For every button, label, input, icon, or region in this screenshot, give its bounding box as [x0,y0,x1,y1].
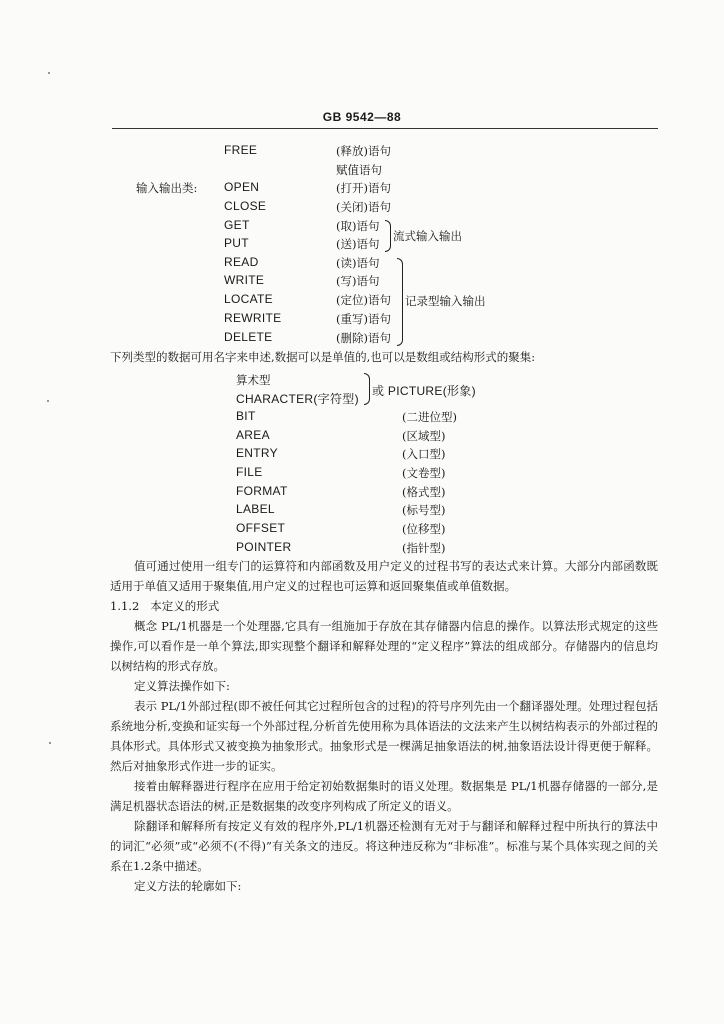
body-text [110,556,658,896]
type-name: AREA [236,428,270,442]
stream-io-brace [385,220,391,252]
type-name: CHARACTER(字符型) [236,392,359,406]
statement-desc: (打开)语句 [336,181,391,195]
section-number: 1.1.2 [110,599,140,613]
type-name: 算术型 [236,373,271,387]
types-head-note: 或 PICTURE(形象) [372,384,476,398]
statement-keyword: WRITE [224,273,265,287]
section-heading [110,596,658,616]
type-desc: (指针型) [402,541,446,555]
statement-desc: (关闭)语句 [336,200,391,214]
types-head-brace [364,373,370,405]
types-intro: 下列类型的数据可用名字来申述,数据可以是单值的,也可以是数组或结构形式的聚集: [110,350,536,364]
paragraph: 定义方法的轮廓如下: [134,879,242,893]
page-header: GB 9542—88 [322,110,402,124]
type-desc: (入口型) [402,447,446,461]
type-name: POINTER [236,540,292,554]
paragraph-values: 值可通过使用一组专门的运算符和内部函数及用户定义的过程书写的表达式来计算。大部分内部函数既适用于单值又适用于聚集值,用户定义的过程也可运算和返回聚集值或单值数据。 [110,559,658,593]
scan-speck [48,72,50,74]
statement-keyword: DELETE [224,330,273,344]
section-title: 本定义的形式 [150,599,220,613]
paragraph: 概念 PL/1机器是一个处理器,它具有一组施加于存放在其存储器内信息的操作。以算法形式规定的这些操作,可以看作是一单个算法,即实现整个翻译和解释处理的“定义程序”算法的组成部分。存储器内的信息均以树结构的形式存放。 [110,619,658,673]
statement-keyword: PUT [224,236,249,250]
statement-keyword: OPEN [224,180,260,194]
statement-desc: (写)语句 [336,274,380,288]
statement-keyword: FREE [224,143,258,157]
statement-desc: (重写)语句 [336,312,391,326]
statement-group-label: 输入输出类: [136,181,198,195]
type-name: ENTRY [236,446,278,460]
paragraph: 除翻译和解释所有按定义有效的程序外,PL/1机器还检测有无对于与翻译和解释过程中所执行的算法中的词汇“必须”或“必须不(不得)”有关条文的违反。将这种违反称为“非标准”。标准与某个具体实现之间的关系在1.2条中描述。 [110,819,658,873]
record-io-brace [397,258,403,346]
type-desc: (标号型) [402,503,446,517]
type-name: OFFSET [236,521,286,535]
statement-desc: (删除)语句 [336,331,391,345]
statement-keyword: REWRITE [224,311,282,325]
type-desc: (区域型) [402,429,446,443]
type-name: FORMAT [236,484,288,498]
paragraph: 表示 PL/1外部过程(即不被任何其它过程所包含的过程)的符号序列先由一个翻译器处理。处理过程包括系统地分析,变换和证实每一个外部过程,分析首先使用称为具体语法的文法来产生以树结构表示的外部过程的具体形式。具体形式又被变换为抽象形式。抽象形式是一棵满足抽象语法的树,抽象语法设计得更便于解释。然后对抽象形式作进一步的证实。 [110,699,658,773]
paragraph: 定义算法操作如下: [134,679,230,693]
type-name: FILE [236,465,263,479]
statement-desc: (读)语句 [336,256,380,270]
statement-desc: (释放)语句 [336,144,391,158]
statement-desc: 赋值语句 [336,163,382,177]
statement-keyword: READ [224,255,259,269]
scan-speck [49,742,51,744]
scan-speck [47,400,49,402]
statement-desc: (送)语句 [336,237,380,251]
paragraph: 接着由解释器进行程序在应用于给定初始数据集时的语义处理。数据集是 PL/1机器存储器的一部分,是满足机器状态语法的树,正是数据集的改变序列构成了所定义的语义。 [110,779,658,813]
statement-desc: (取)语句 [336,219,380,233]
type-desc: (格式型) [402,485,446,499]
type-desc: (二进位型) [402,410,457,424]
statement-keyword: GET [224,218,250,232]
type-desc: (文卷型) [402,466,446,480]
type-name: LABEL [236,502,275,516]
statement-desc: (定位)语句 [336,293,391,307]
stream-io-label: 流式输入输出 [393,229,462,243]
type-name: BIT [236,409,256,423]
type-desc: (位移型) [402,522,446,536]
record-io-label: 记录型输入输出 [405,294,486,308]
header-rule [112,128,658,129]
statement-keyword: CLOSE [224,199,267,213]
statement-keyword: LOCATE [224,292,273,306]
